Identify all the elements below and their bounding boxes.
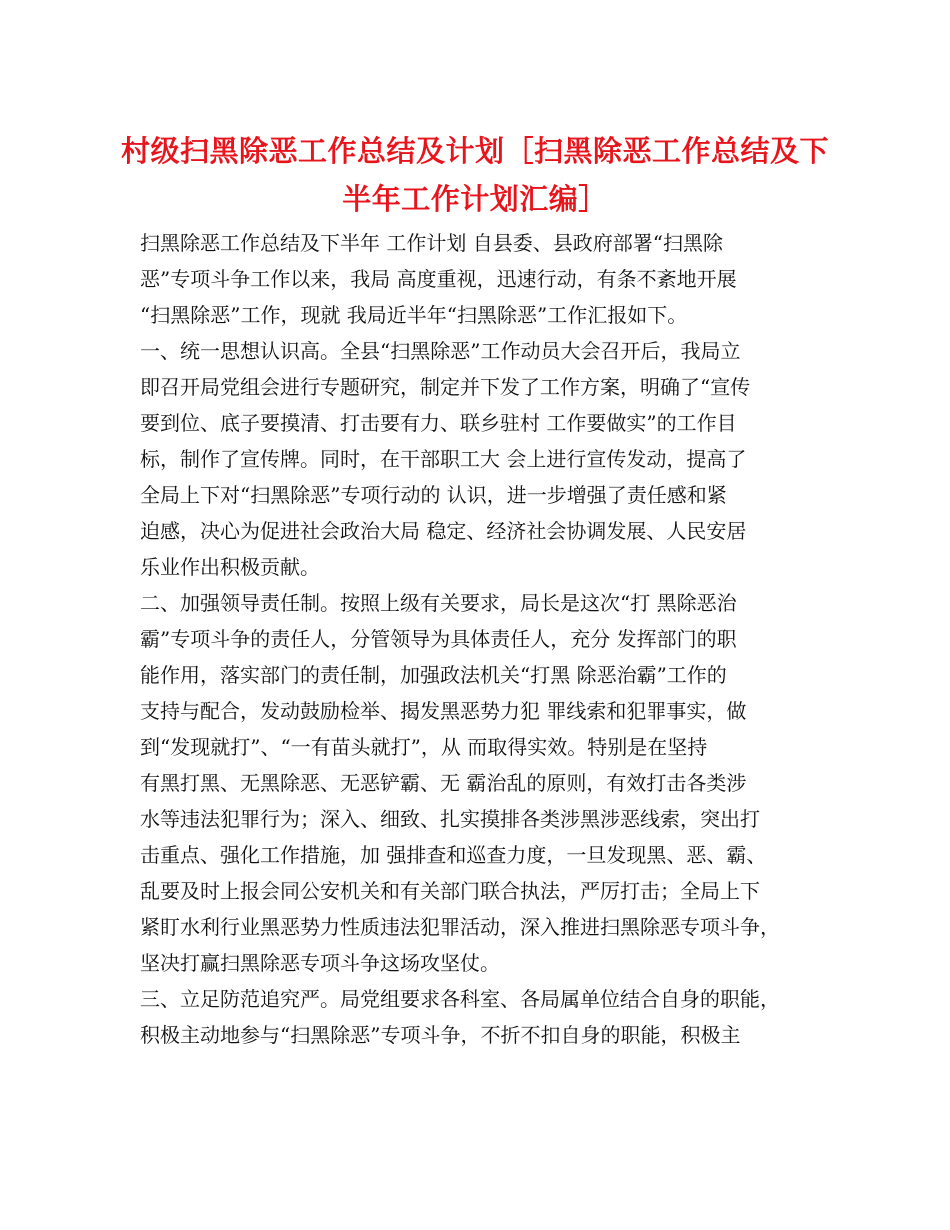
- body-line: “扫黑除恶”工作，现就 我局近半年“扫黑除恶”工作汇报如下。: [140, 303, 688, 327]
- body-line: 水等违法犯罪行为；深入、细致、扎实摸排各类涉黑涉恶线索，突出打: [140, 807, 760, 831]
- body-line: 有黑打黑、无黑除恶、无恶铲霸、无 霸治乱的原则，有效打击各类涉: [140, 771, 747, 795]
- body-line: 即召开局党组会进行专题研究，制定并下发了工作方案，明确了“宣传: [140, 375, 751, 399]
- body-line: 要到位、底子要摸清、打击要有力、联乡驻村 工作要做实”的工作目: [140, 411, 737, 435]
- body-line: 一、统一思想认识高。全县“扫黑除恶”工作动员大会召开后，我局立: [140, 339, 741, 363]
- body-line: 乱要及时上报会同公安机关和有关部门联合执法，严厉打击；全局上下: [140, 879, 760, 903]
- body-line: 扫黑除恶工作总结及下半年 工作计划 自县委、县政府部署“扫黑除: [140, 231, 723, 255]
- body-line: 恶”专项斗争工作以来，我局 高度重视，迅速行动，有条不紊地开展: [140, 267, 737, 291]
- body-line: 到“发现就打”、“一有苗头就打”，从 而取得实效。特别是在坚持: [140, 735, 708, 759]
- body-line: 迫感，决心为促进社会政治大局 稳定、经济社会协调发展、人民安居: [140, 519, 747, 543]
- body-line: 击重点、强化工作措施，加 强排查和巡查力度，一旦发现黑、恶、霸、: [140, 843, 767, 867]
- body-line: 标，制作了宣传牌。同时，在干部职工大 会上进行宣传发动，提高了: [140, 447, 747, 471]
- body-line: 紧盯水利行业黑恶势力性质违法犯罪活动，深入推进扫黑除恶专项斗争，: [140, 915, 780, 939]
- body-line: 三、立足防范追究严。局党组要求各科室、各局属单位结合自身的职能，: [140, 987, 780, 1011]
- body-line: 积极主动地参与“扫黑除恶”专项斗争，不折不扣自身的职能，积极主: [140, 1023, 741, 1047]
- body-line: 坚决打赢扫黑除恶专项斗争这场攻坚仗。: [140, 951, 500, 975]
- body-line: 支持与配合，发动鼓励检举、揭发黑恶势力犯 罪线索和犯罪事实，做: [140, 699, 747, 723]
- body-line: 乐业作出积极贡献。: [140, 555, 320, 579]
- body-line: 能作用，落实部门的责任制，加强政法机关“打黑 除恶治霸”工作的: [140, 663, 727, 687]
- body-line: 全局上下对“扫黑除恶”专项行动的 认识，进一步增强了责任感和紧: [140, 483, 727, 507]
- body-line: 霸”专项斗争的责任人，分管领导为具体责任人，充分 发挥部门的职: [140, 627, 737, 651]
- document-title-line-2: 半年工作计划汇编］: [342, 182, 608, 216]
- document-title-line-1: 村级扫黑除恶工作总结及计划［扫黑除恶工作总结及下: [120, 134, 829, 168]
- body-line: 二、加强领导责任制。按照上级有关要求，局长是这次“打 黑除恶治: [140, 591, 737, 615]
